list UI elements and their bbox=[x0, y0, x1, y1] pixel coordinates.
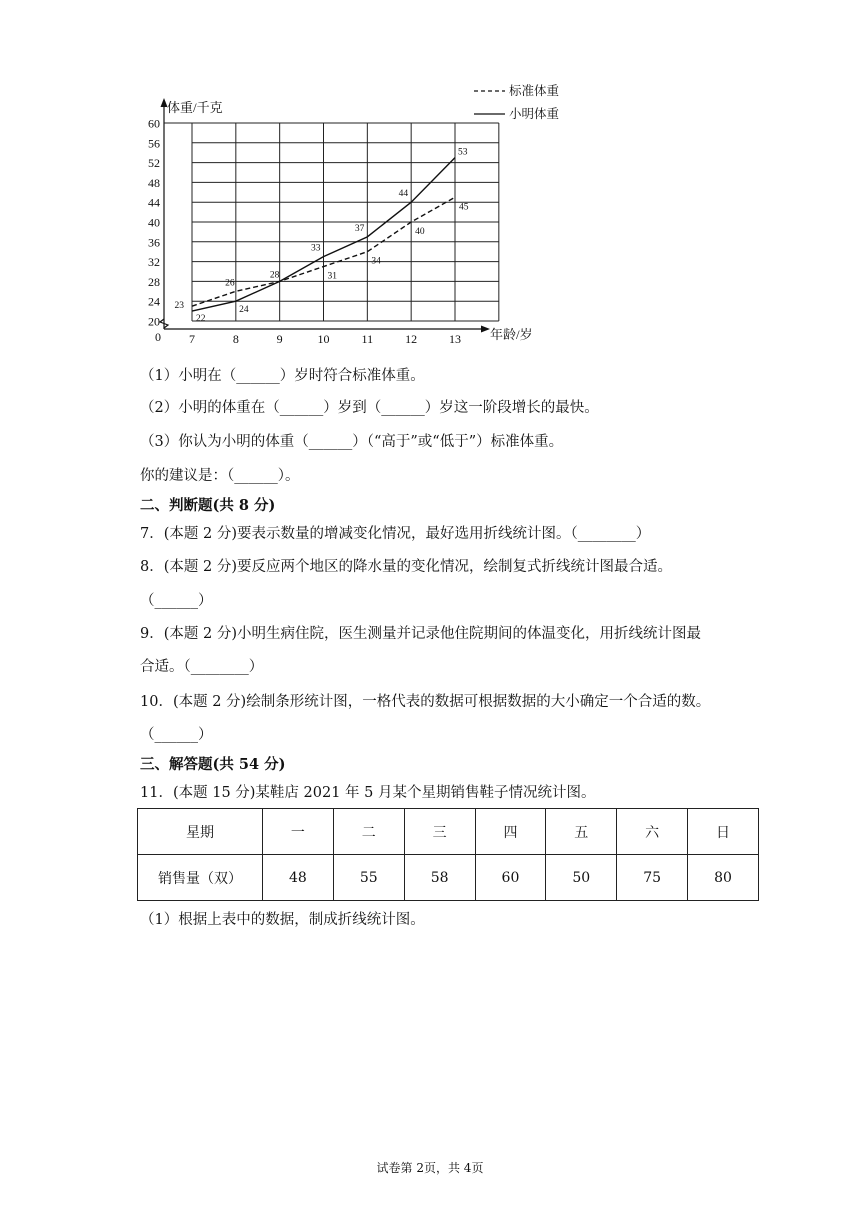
x-tick-label: 9 bbox=[276, 332, 283, 346]
question-3: （3）你认为小明的体重（______）（“高于”或“低于”）标准体重。 bbox=[140, 434, 564, 450]
data-label-standard: 31 bbox=[327, 271, 337, 282]
table-cell-sales: 75 bbox=[617, 855, 688, 901]
y-tick-label: 52 bbox=[148, 156, 160, 171]
question-2: （2）小明的体重在（______）岁到（______）岁这一阶段增长的最快。 bbox=[140, 400, 599, 416]
question-10: 10．(本题 2 分)绘制条形统计图，一格代表的数据可根据数据的大小确定一个合适的数。 bbox=[140, 694, 711, 710]
table-cell-sales: 60 bbox=[475, 855, 546, 901]
legend-label-standard: 标准体重 bbox=[509, 84, 560, 98]
x-axis-arrow bbox=[481, 326, 490, 333]
table-cell-day: 三 bbox=[404, 809, 475, 855]
table-cell-sales: 48 bbox=[263, 855, 334, 901]
y-tick-label: 24 bbox=[148, 294, 160, 309]
weight-line-chart bbox=[140, 80, 600, 350]
y-tick-label: 40 bbox=[148, 215, 160, 230]
data-label-standard: 40 bbox=[415, 227, 425, 237]
y-tick-label: 56 bbox=[148, 136, 160, 151]
data-label-standard: 34 bbox=[371, 256, 381, 267]
data-label-standard: 28 bbox=[269, 270, 280, 281]
table-cell-sales: 58 bbox=[404, 855, 475, 901]
question-7: 7．(本题 2 分)要表示数量的增减变化情况，最好选用折线统计图。（________） bbox=[140, 526, 651, 542]
section-3-title: 三、解答题(共 54 分) bbox=[140, 756, 286, 773]
y-tick-label: 20 bbox=[148, 314, 160, 329]
table-header-day: 星期 bbox=[138, 809, 263, 855]
table-cell-sales: 50 bbox=[546, 855, 617, 901]
table-cell-day: 二 bbox=[333, 809, 404, 855]
question-8-answer: （______） bbox=[140, 593, 213, 609]
question-9: 9．(本题 2 分)小明生病住院，医生测量并记录他住院期间的体温变化，用折线统计图最 bbox=[140, 626, 701, 642]
page-footer: 试卷第 2页，共 4页 bbox=[376, 1161, 484, 1175]
x-tick-label: 8 bbox=[232, 332, 239, 346]
table-cell-day: 一 bbox=[263, 809, 334, 855]
table-row bbox=[138, 809, 759, 855]
table-cell-sales: 80 bbox=[688, 855, 759, 901]
x-tick-label: 11 bbox=[361, 332, 374, 346]
table-cell-day: 四 bbox=[475, 809, 546, 855]
data-label-xiaoming: 37 bbox=[354, 223, 365, 234]
x-tick-label: 7 bbox=[189, 332, 195, 346]
table-cell-sales: 55 bbox=[333, 855, 404, 901]
y-tick-label: 36 bbox=[148, 235, 160, 250]
y-tick-label: 44 bbox=[148, 195, 160, 210]
question-11: 11．(本题 15 分)某鞋店 2021 年 5 月某个星期销售鞋子情况统计图。 bbox=[140, 785, 596, 801]
data-label-xiaoming: 53 bbox=[458, 147, 468, 158]
table-cell-day: 五 bbox=[546, 809, 617, 855]
table-cell-day: 六 bbox=[617, 809, 688, 855]
question-1: （1）小明在（______）岁时符合标准体重。 bbox=[140, 368, 425, 384]
data-label-standard: 23 bbox=[174, 301, 184, 312]
legend-label-xiaoming: 小明体重 bbox=[509, 107, 560, 121]
question-11-1: （1）根据上表中的数据，制成折线统计图。 bbox=[140, 912, 425, 928]
question-10-answer: （______） bbox=[140, 727, 213, 743]
data-label-standard: 26 bbox=[225, 278, 235, 289]
y-tick-label: 48 bbox=[148, 175, 160, 190]
question-suggestion: 你的建议是：（______）。 bbox=[140, 468, 300, 484]
data-label-xiaoming: 44 bbox=[398, 189, 409, 200]
y-axis-label: 体重/千克 bbox=[167, 100, 223, 115]
y-tick-label: 32 bbox=[148, 255, 160, 270]
y-tick-label: 60 bbox=[148, 116, 160, 131]
x-tick-label: 10 bbox=[317, 332, 330, 346]
data-label-xiaoming: 24 bbox=[239, 305, 249, 316]
data-label-standard: 45 bbox=[459, 202, 469, 213]
section-2-title: 二、判断题(共 8 分) bbox=[140, 497, 276, 514]
table-header-sales: 销售量（双） bbox=[138, 855, 263, 901]
table-row bbox=[138, 855, 759, 901]
x-axis-label: 年龄/岁 bbox=[490, 327, 533, 342]
data-label-xiaoming: 33 bbox=[311, 243, 321, 254]
sales-table bbox=[137, 808, 759, 901]
question-8: 8．(本题 2 分)要反应两个地区的降水量的变化情况，绘制复式折线统计图最合适。 bbox=[140, 559, 672, 575]
data-label-xiaoming: 22 bbox=[196, 314, 206, 325]
chart-svg bbox=[140, 80, 600, 350]
x-tick-label: 13 bbox=[449, 332, 461, 346]
y-tick-label: 28 bbox=[148, 274, 160, 289]
x-tick-label: 12 bbox=[405, 332, 418, 346]
origin-label: 0 bbox=[155, 330, 161, 344]
question-9-cont: 合适。（________） bbox=[140, 659, 264, 675]
table-cell-day: 日 bbox=[688, 809, 759, 855]
